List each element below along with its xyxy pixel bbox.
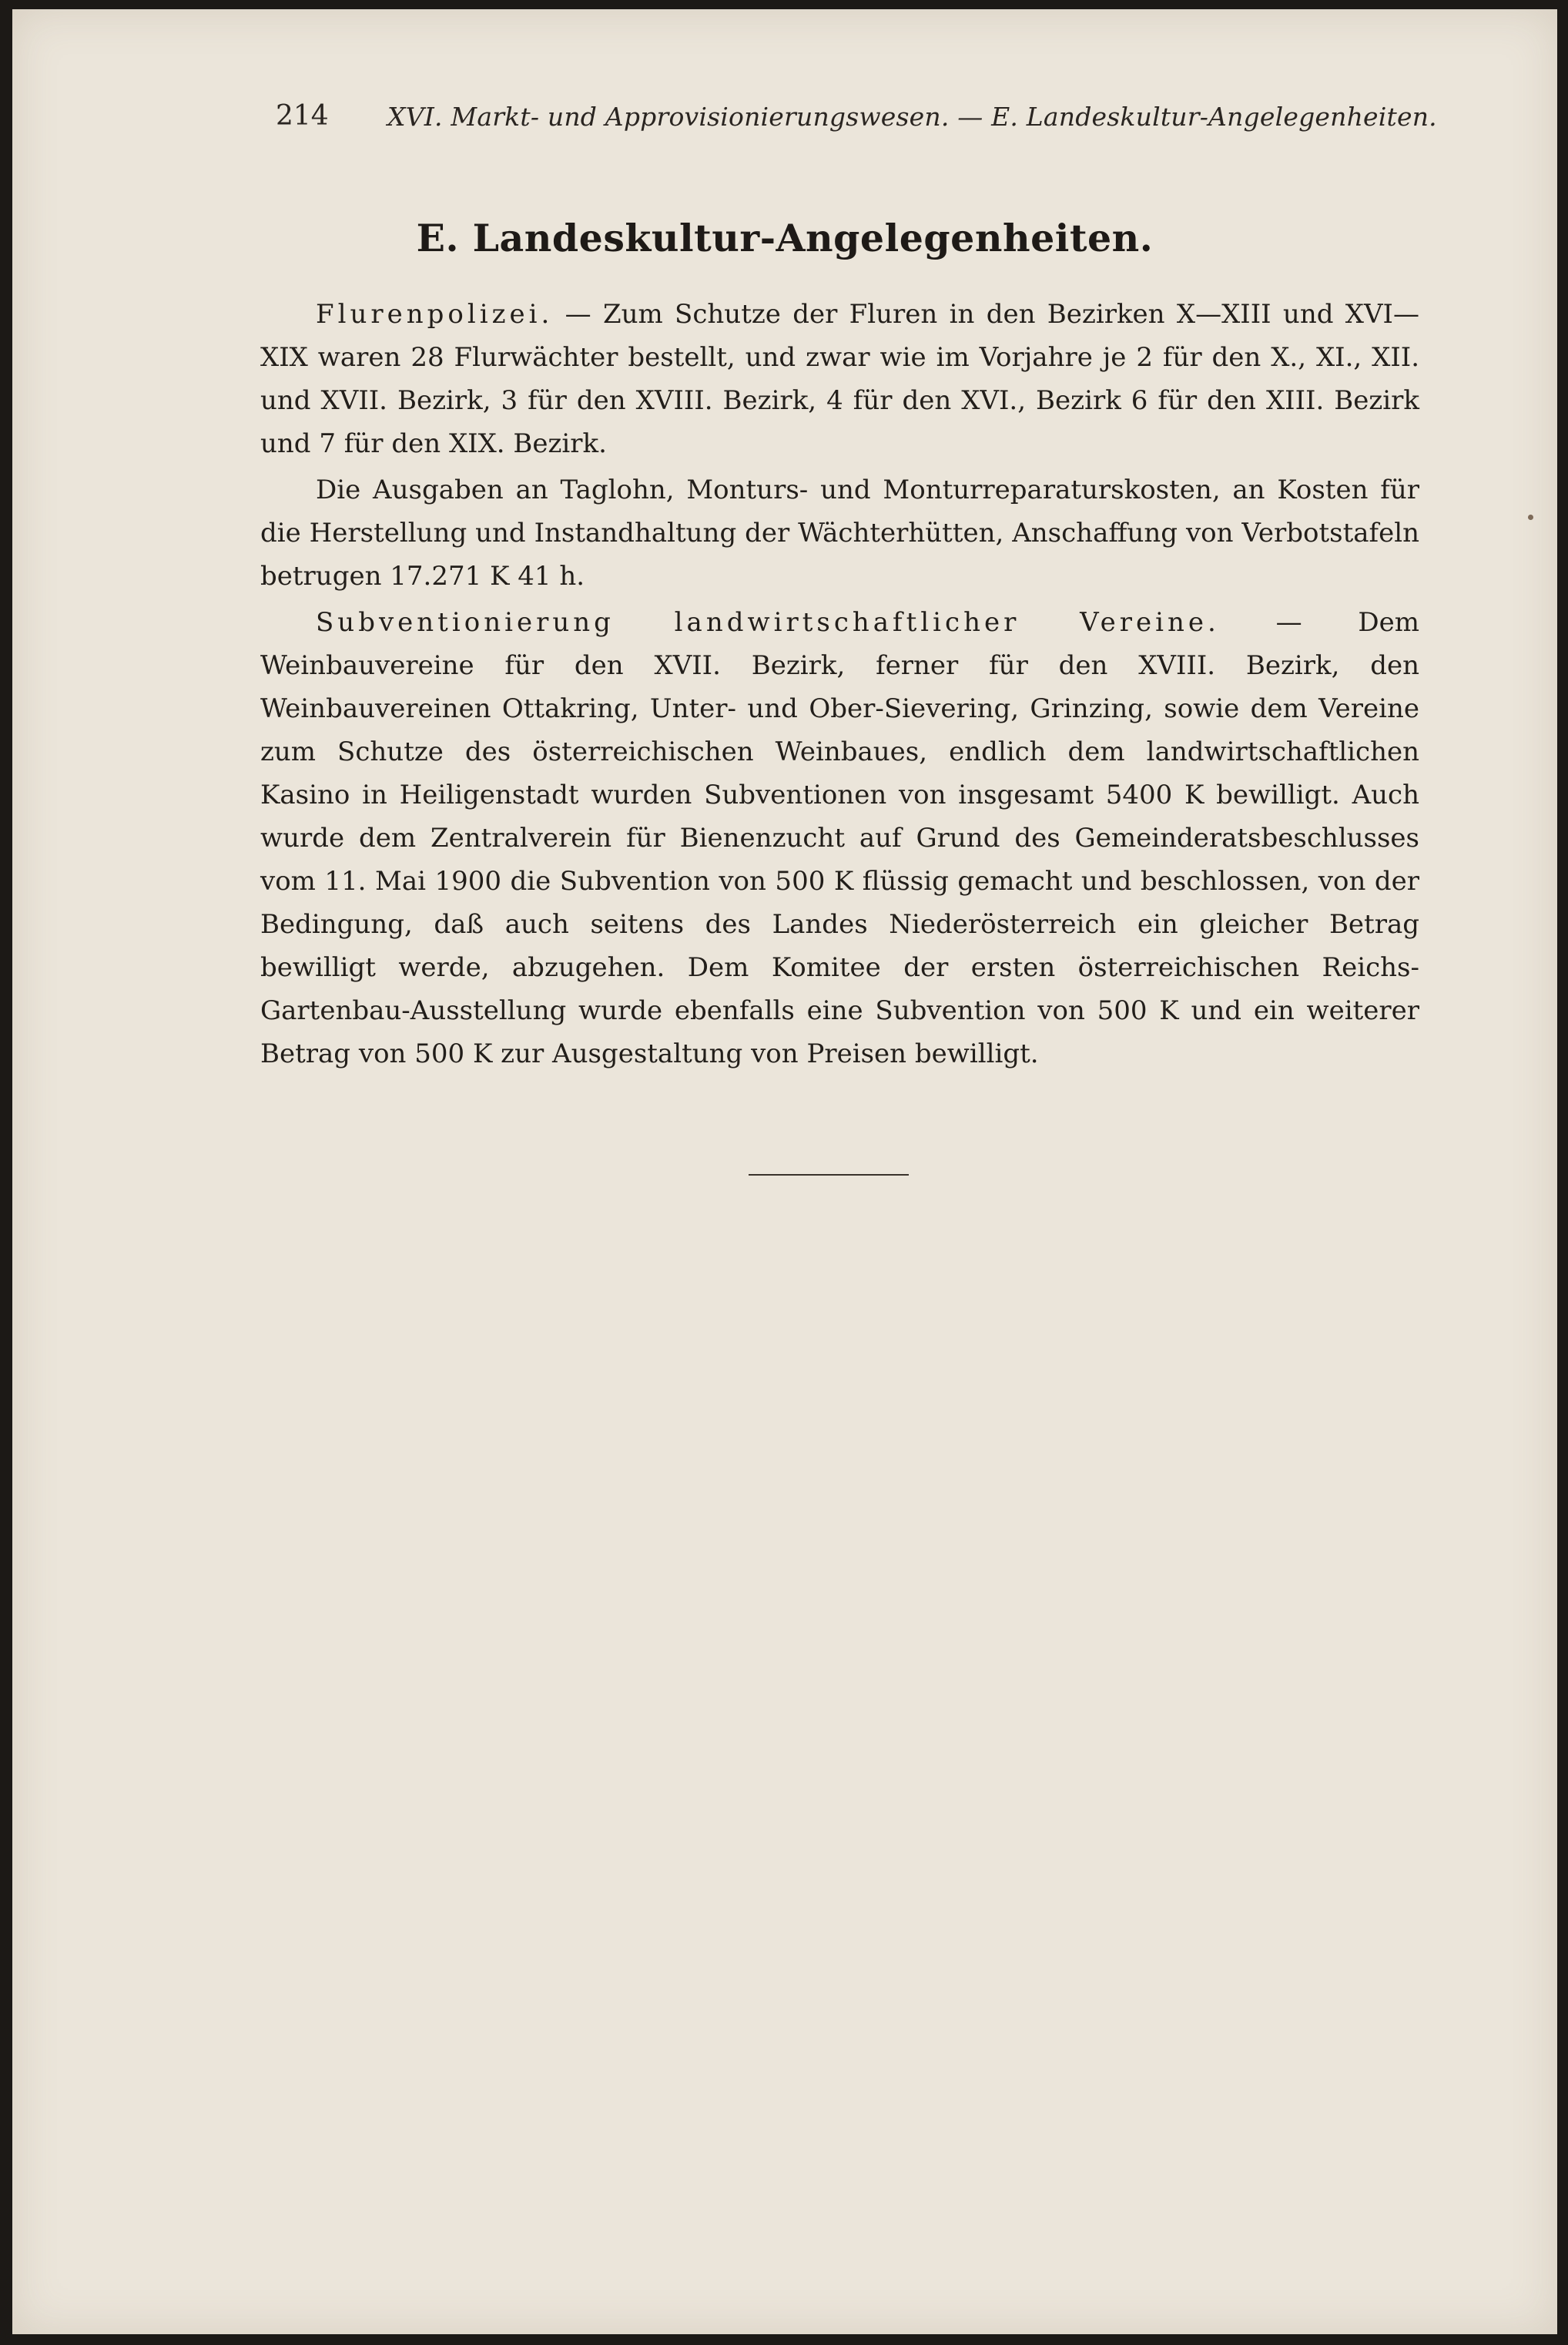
running-title: XVI. Markt- und Approvisionierungswesen. — E. Landeskultur-Angelegenheiten. xyxy=(387,102,1437,132)
paper-speck xyxy=(1528,515,1533,520)
document-page xyxy=(12,9,1557,2334)
paragraph-lead: Flurenpolizei. xyxy=(316,299,554,330)
running-header xyxy=(276,100,1437,139)
page-number: 214 xyxy=(276,100,329,132)
body-text xyxy=(260,293,1419,1075)
paragraph-subventionierung xyxy=(260,601,1419,1075)
paragraph-text: — Zum Schutze der Fluren in den Bezirken X—XIII und XVI—XIX waren 28 Flurwächter bestellt, und zwar wie im Vorjahre je 2 für den X., XI., XII. und XVII. Bezirk, 3 für den XVIII. Bezirk, 4 für den XVI., Bezirk 6 für den XIII. Bezirk und 7 für den XIX. Bezirk. xyxy=(260,299,1419,459)
section-end-rule xyxy=(749,1174,909,1176)
paragraph-ausgaben xyxy=(260,468,1419,598)
paragraph-text: Die Ausgaben an Taglohn, Monturs- und Monturreparaturskosten, an Kosten für die Herstellung und Instandhaltung der Wächterhütten, Anschaffung von Verbotstafeln betrugen 17.271 K 41 h. xyxy=(260,475,1419,592)
section-title: E. Landeskultur-Angelegenheiten. xyxy=(416,216,1154,260)
paragraph-flurenpolizei xyxy=(260,293,1419,465)
paragraph-lead: Subventionierung landwirtschaftlicher Vereine. xyxy=(316,607,1220,638)
paragraph-text: — Dem Weinbauvereine für den XVII. Bezirk, ferner für den XVIII. Bezirk, den Weinbauvereinen Ottakring, Unter- und Ober-Sievering, Grinzing, sowie dem Vereine zum Schutze des österreichischen Weinbaues, endlich dem landwirtschaftlichen Kasino in Heiligenstadt wurden Subventionen von insgesamt 5400 K bewilligt. Auch wurde dem Zentralverein für Bienenzucht auf Grund des Gemeinderatsbeschlusses vom 11. Mai 1900 die Subvention von 500 K flüssig gemacht und beschlossen, von der Bedingung, daß auch seitens des Landes Niederösterreich ein gleicher Betrag bewilligt werde, abzugehen. Dem Komitee der ersten österreichischen Reichs-Gartenbau-Ausstellung wurde ebenfalls eine Subvention von 500 K und ein weiterer Betrag von 500 K zur Ausgestaltung von Preisen bewilligt. xyxy=(260,607,1419,1069)
